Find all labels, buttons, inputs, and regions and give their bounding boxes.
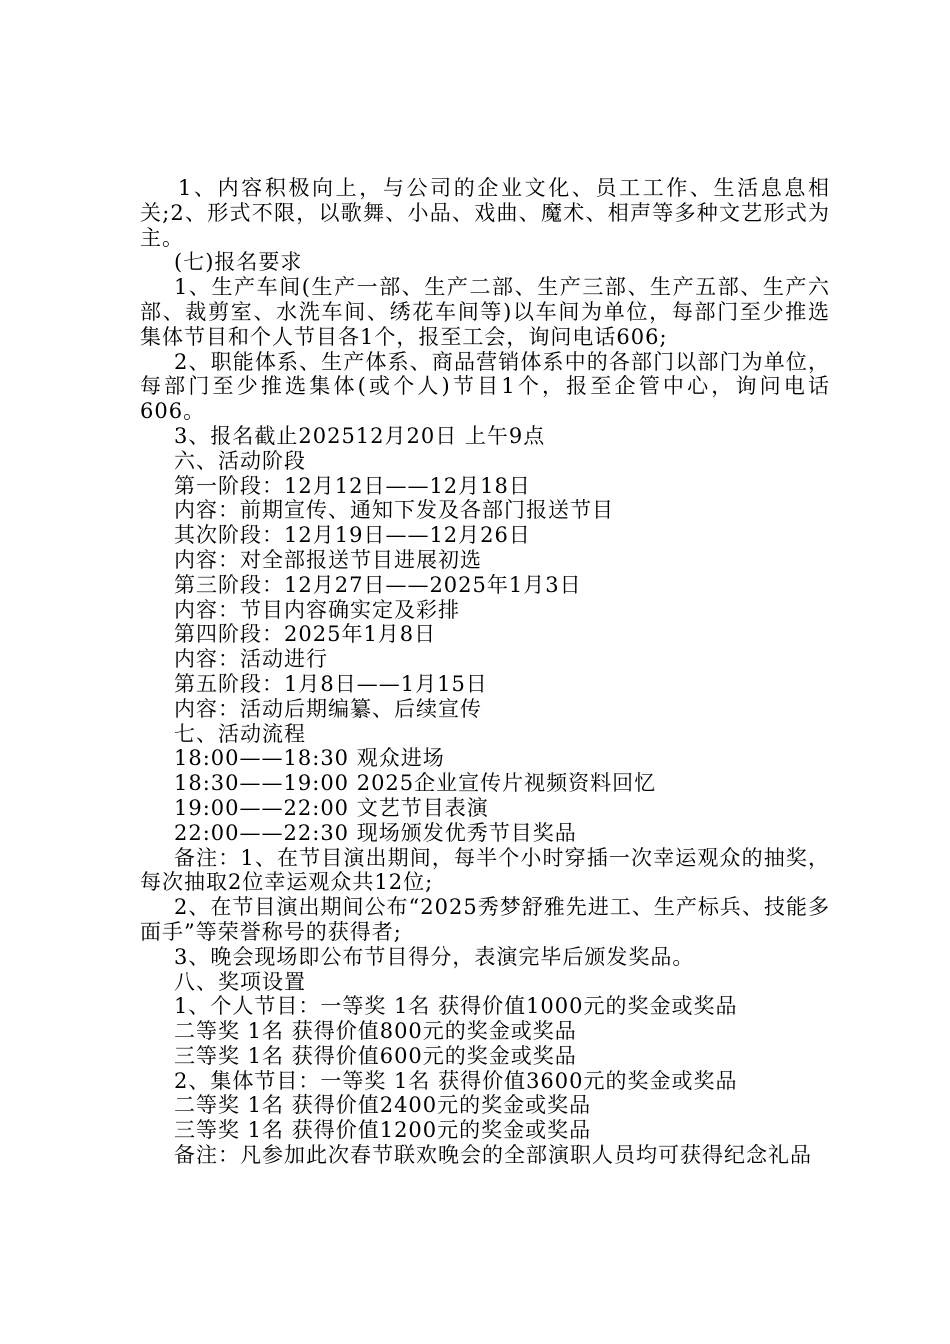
award-line: 1、个人节目：一等奖 1名 获得价值1000元的奖金或奖品 (174, 994, 738, 1019)
schedule-line: 18:30——19:00 2025企业宣传片视频资料回忆 (174, 771, 657, 796)
paragraph: 1、生产车间(生产一部、生产二部、生产三部、生产五部、生产六部、裁剪室、水洗车间、绣花车间等)以车间为单位，每部门至少推选集体节目和个人节目各1个，报至工会，询问电话606; (140, 275, 830, 349)
section-heading: 七、活动流程 (174, 721, 306, 746)
paragraph: 1、内容积极向上，与公司的企业文化、员工工作、生活息息相关;2、形式不限，以歌舞、小品、戏曲、魔术、相声等多种文艺形式为主。 (140, 176, 830, 250)
stage-content: 内容：活动后期编纂、后续宣传 (174, 696, 482, 721)
paragraph: 3、报名截止202512月20日 上午9点 (174, 423, 546, 448)
paragraph: 2、职能体系、生产体系、商品营销体系中的各部门以部门为单位，每部门至少推选集体(或个人)节目1个，报至企管中心，询问电话606。 (140, 349, 830, 424)
stage-content: 内容：活动进行 (174, 647, 328, 672)
schedule-line: 18:00——18:30 观众进场 (174, 746, 445, 771)
stage-line: 第五阶段：1月8日——1月15日 (174, 671, 488, 696)
section-heading: 八、奖项设置 (174, 969, 306, 994)
note-paragraph: 2、在节目演出期间公布“2025秀梦舒雅先进工、生产标兵、技能多面手”等荣誉称号的获得者; (140, 895, 830, 944)
award-line: 二等奖 1名 获得价值2400元的奖金或奖品 (174, 1093, 592, 1118)
section-heading: (七)报名要求 (174, 250, 303, 275)
award-line: 2、集体节目：一等奖 1名 获得价值3600元的奖金或奖品 (174, 1068, 738, 1093)
stage-line: 第一阶段：12月12日——12月18日 (174, 473, 531, 498)
stage-content: 内容：节目内容确实定及彩排 (174, 597, 460, 622)
note-paragraph: 3、晚会现场即公布节目得分，表演完毕后颁发奖品。 (174, 944, 695, 969)
stage-line: 其次阶段：12月19日——12月26日 (174, 523, 531, 548)
note-paragraph: 备注：1、在节目演出期间，每半个小时穿插一次幸运观众的抽奖，每次抽取2位幸运观众共12位; (140, 845, 830, 895)
stage-line: 第三阶段：12月27日——2025年1月3日 (174, 572, 582, 597)
award-line: 二等奖 1名 获得价值800元的奖金或奖品 (174, 1019, 577, 1044)
stage-content: 内容：对全部报送节目进展初选 (174, 547, 482, 572)
section-heading: 六、活动阶段 (174, 448, 306, 473)
schedule-line: 22:00——22:30 现场颁发优秀节目奖品 (174, 820, 577, 845)
stage-line: 第四阶段：2025年1月8日 (174, 622, 437, 647)
schedule-line: 19:00——22:00 文艺节目表演 (174, 795, 489, 820)
award-line: 三等奖 1名 获得价值1200元的奖金或奖品 (174, 1118, 592, 1143)
award-line: 三等奖 1名 获得价值600元的奖金或奖品 (174, 1043, 577, 1068)
stage-content: 内容：前期宣传、通知下发及各部门报送节目 (174, 498, 614, 523)
note-paragraph: 备注：凡参加此次春节联欢晚会的全部演职人员均可获得纪念礼品 (174, 1143, 812, 1168)
